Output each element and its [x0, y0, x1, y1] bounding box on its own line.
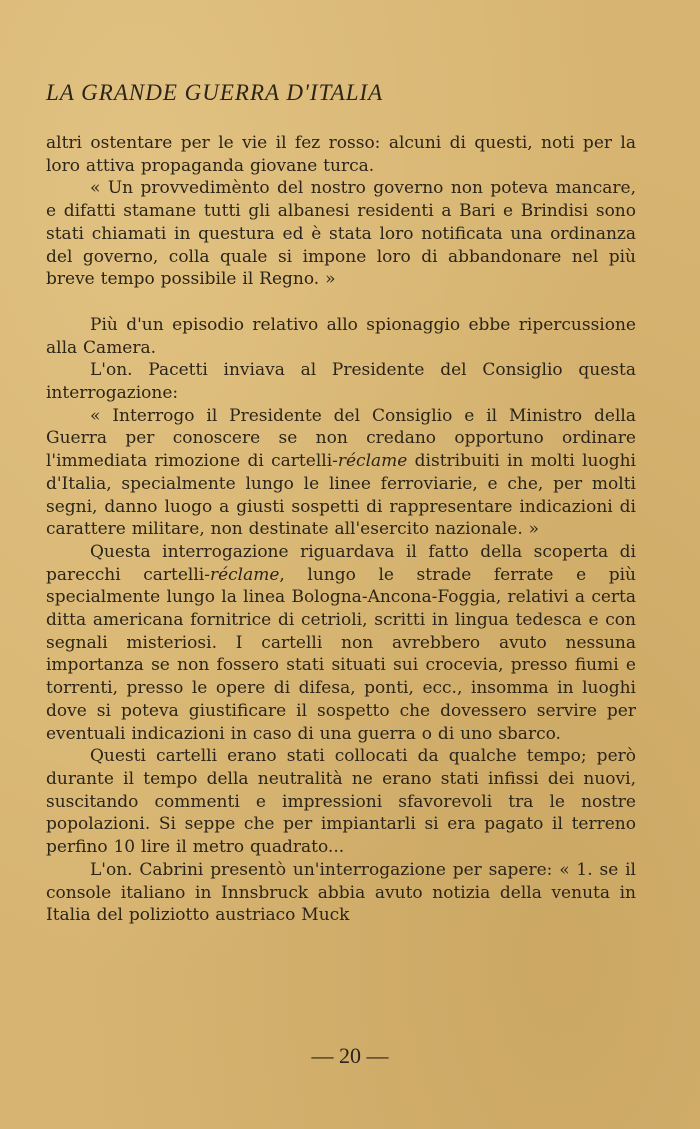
running-head: LA GRANDE GUERRA D'ITALIA — [46, 80, 384, 105]
text-run: Questa interrogazione riguardava il fatto della scoperta di parecchi cartelli- — [46, 541, 636, 585]
paragraph-quote-provvedimento: « Un provvedimènto del nostro governo non poteva mancare, e difatti stamane tutti gli albanesi residenti a Bari e Brindisi sono stati chiamati in questura ed è stata loro notificata una ordinanza del governo, colla quale si impone loro di abbandonare nel più breve tempo possibile il Regno. » — [46, 178, 636, 290]
paragraph-cabrini: L'on. Cabrini presentò un'interrogazione per sapere: « 1. se il console italiano in Innsbruck abbia avuto notizia della venuta in Italia del poliziotto austriaco Muck — [46, 859, 636, 926]
paragraph-cartelli-scoperta — [46, 541, 636, 745]
text-run: distribuiti in molti luoghi d'Italia, specialmente lungo le linee ferroviarie, e che, per molti segni, danno luogo a giusti sospetti di rappresentare indicazioni di carattere militare, non destinate all'esercito nazionale. » — [46, 451, 636, 540]
text-run: « Interrogo il Presidente del Consiglio e il Ministro della Guerra per conoscere se non credano opportuno ordinare l'immediata rimozione di cartelli- — [46, 405, 636, 472]
italic-term: réclame — [337, 451, 408, 472]
page-number: — 20 — — [311, 1043, 389, 1068]
body-text — [46, 132, 636, 927]
paragraph-spionaggio: Più d'un episodio relativo allo spionaggio ebbe ripercussione alla Camera. — [46, 314, 636, 358]
paragraph-cartelli-collocati: Questi cartelli erano stati collocati da qualche tempo; però durante il tempo della neutralità ne erano stati infissi dei nuovi, suscitando commenti e impressioni sfavorevoli tra le nostre popolazioni. Si seppe che per impiantarli si era pagato il terreno perfino 10 lire il metro quadrato... — [46, 746, 636, 858]
text-run: , lungo le strade ferrate e più specialmente lungo la linea Bologna-Ancona-Foggia, relativi a certa ditta americana fornitrice di cetrioli, scritti in lingua tedesca e con segnali misteriosi. I cartelli non avrebbero avuto nessuna importanza se non fossero stati situati sui crocevia, presso fiumi e torrenti, presso le opere di difesa, ponti, ecc., insomma in luoghi dove si poteva giustificare il sospetto che dovessero servire per eventuali indicazioni in caso di una guerra o di uno sbarco. — [46, 564, 636, 744]
paragraph-continuation: altri ostentare per le vie il fez rosso: alcuni di questi, noti per la loro attiva propaganda giovane turca. — [46, 133, 636, 176]
italic-term: réclame — [209, 564, 280, 585]
paragraph-interrogazione-quote — [46, 405, 636, 541]
page — [46, 78, 636, 927]
paragraph-pacetti: L'on. Pacetti inviava al Presidente del Consiglio questa interrogazione: — [46, 360, 636, 404]
